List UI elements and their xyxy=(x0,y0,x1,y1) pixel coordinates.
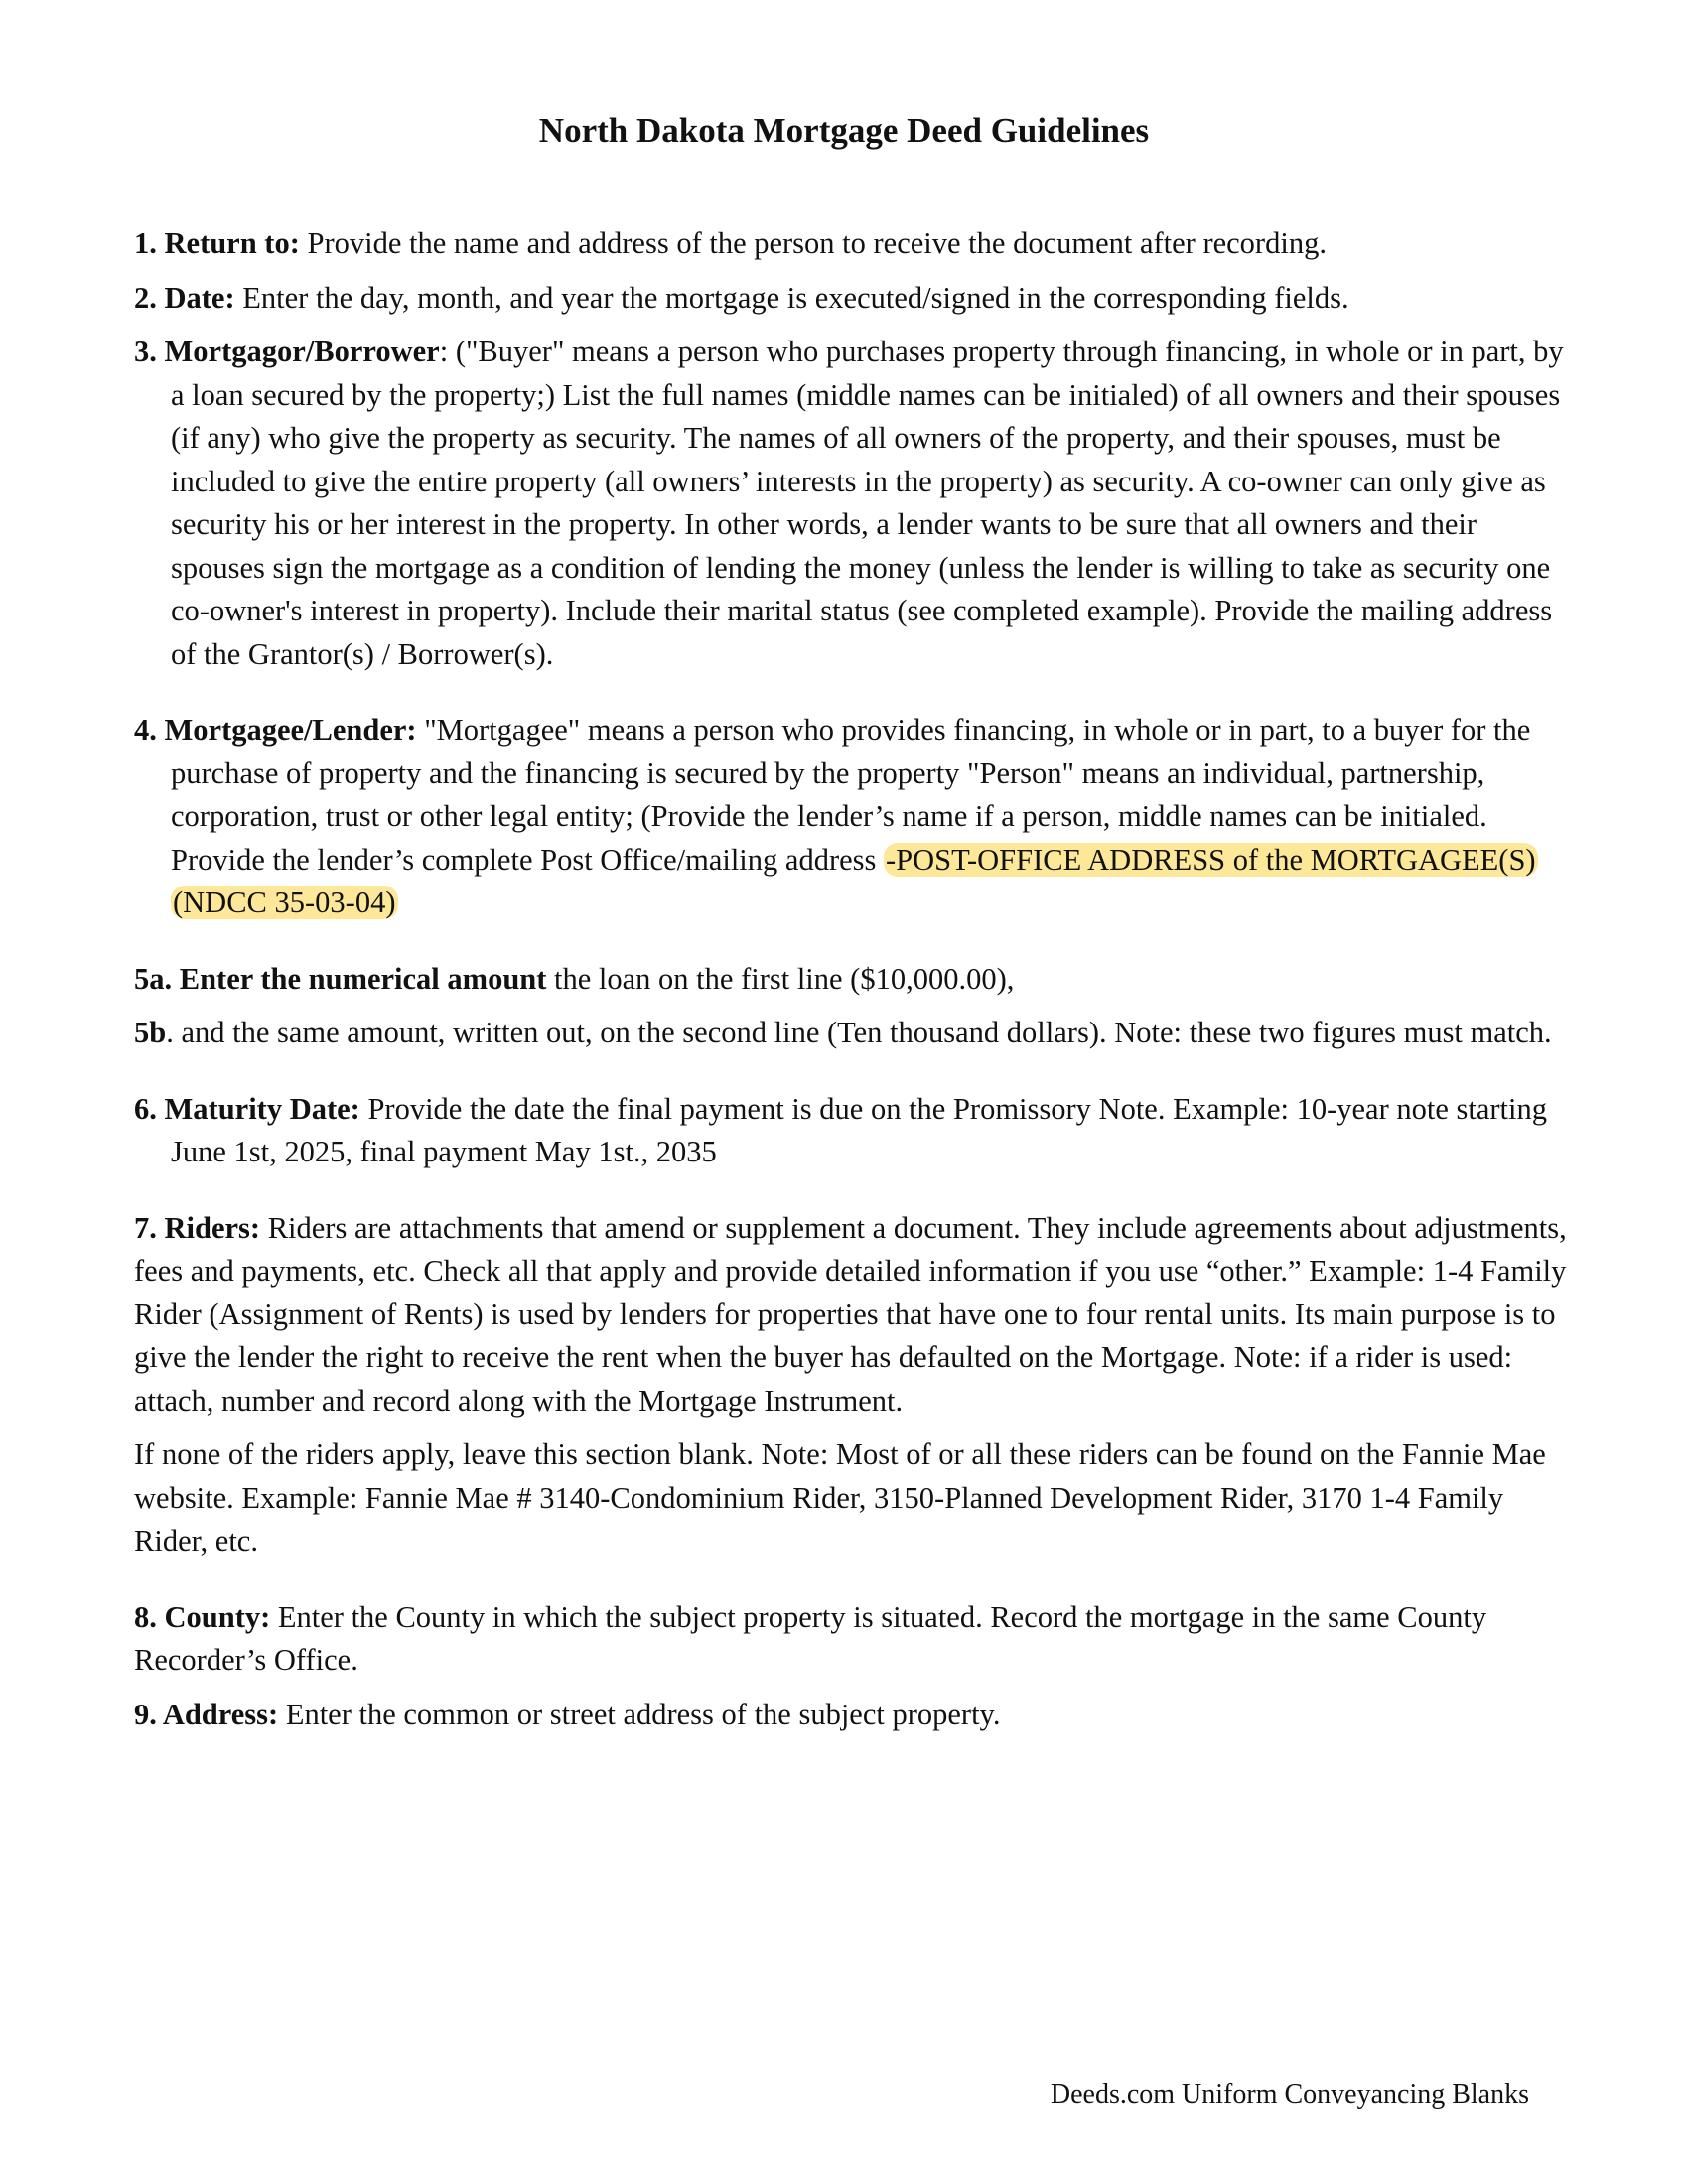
item-mortgagor-borrower xyxy=(134,331,1574,676)
item-mortgagee-lender xyxy=(134,709,1574,925)
page-title: North Dakota Mortgage Deed Guidelines xyxy=(538,111,1150,150)
item-maturity-date xyxy=(134,1088,1574,1174)
item-label: 1. Return to: xyxy=(134,226,300,260)
item-text: . and the same amount, written out, on the second line (Ten thousand dollars). Note: these two figures must match. xyxy=(166,1016,1552,1049)
item-address xyxy=(134,1694,1574,1737)
footer: Deeds.com Uniform Conveyancing Blanks xyxy=(1050,2079,1529,2110)
item-label: 5b xyxy=(134,1016,167,1049)
item-label: 6. Maturity Date: xyxy=(134,1091,360,1126)
item-text: the loan on the first line ($10,000.00), xyxy=(546,961,1015,996)
item-label: 9. Address: xyxy=(134,1697,279,1731)
item-text: Enter the day, month, and year the mortgage is executed/signed in the corresponding fields. xyxy=(234,280,1349,315)
highlighted-text: -POST-OFFICE ADDRESS of the MORTGAGEE(S) (NDCC 35-03-04) xyxy=(173,842,1536,919)
item-date xyxy=(134,277,1574,321)
item-label: 5a. Enter the numerical amount xyxy=(134,961,547,996)
item-label: 7. Riders: xyxy=(134,1210,261,1245)
riders-note: If none of the riders apply, leave this section blank. Note: Most of or all these riders can be found on the Fannie Mae website. Example: Fannie Mae # 3140-Condominium Rider, 3150-Planned Development Rider, 3170 1-4 Family Rider, etc. xyxy=(134,1437,1546,1558)
item-written-amount xyxy=(134,1012,1574,1055)
item-text: Enter the County in which the subject property is situated. Record the mortgage in the same County Recorder’s Office. xyxy=(134,1599,1487,1677)
item-numerical-amount xyxy=(134,958,1574,1002)
guidelines-body xyxy=(134,222,1574,1736)
item-text: "Mortgagee" means a person who provides financing, in whole or in part, to a buyer for the purchase of property and the financing is secured by the property "Person" means an individual, partnership, corporation, trust or other legal entity; (Provide the lender’s name if a person, middle names can be initialed. Provide the lender’s complete Post Office/mailing address xyxy=(171,713,1531,877)
item-text: Riders are attachments that amend or supplement a document. They include agreements about adjustments, fees and payments, etc. Check all that apply and provide detailed information if you use “other.” Example: 1-4 Family Rider (Assignment of Rents) is used by lenders for properties that have one to four rental units. Its main purpose is to give the lender the right to receive the rent when the buyer has defaulted on the Mortgage. Note: if a rider is used: attach, number and record along with the Mortgage Instrument. xyxy=(134,1210,1567,1418)
item-riders xyxy=(134,1207,1574,1424)
item-label: 8. County: xyxy=(134,1599,271,1634)
item-text: Enter the common or street address of the subject property. xyxy=(278,1697,1001,1731)
item-text: Provide the name and address of the person to receive the document after recording. xyxy=(299,226,1327,260)
item-label: 2. Date: xyxy=(134,280,235,315)
item-text: Provide the date the final payment is due on the Promissory Note. Example: 10-year note starting June 1st, 2025, final payment May 1st., 2035 xyxy=(171,1091,1547,1168)
item-label: 4. Mortgagee/Lender: xyxy=(134,713,417,747)
item-return-to xyxy=(134,222,1574,266)
item-text: : ("Buyer" means a person who purchases property through financing, in whole or in part, by a loan secured by the property;) List the full names (middle names can be initialed) of all owners and their spouses (if any) who give the property as security. The names of all owners of the property, and their spouses, must be included to give the entire property (all owners’ interests in the property) as security. A co-owner can only give as security his or her interest in the property. In other words, a lender wants to be sure that all owners and their spouses sign the mortgage as a condition of lending the money (unless the lender is willing to take as security one co-owner's interest in property). Include their marital status (see completed example). Provide the mailing address of the Grantor(s) / Borrower(s). xyxy=(171,335,1564,671)
item-county xyxy=(134,1596,1574,1683)
item-label: 3. Mortgagor/Borrower xyxy=(134,335,440,368)
